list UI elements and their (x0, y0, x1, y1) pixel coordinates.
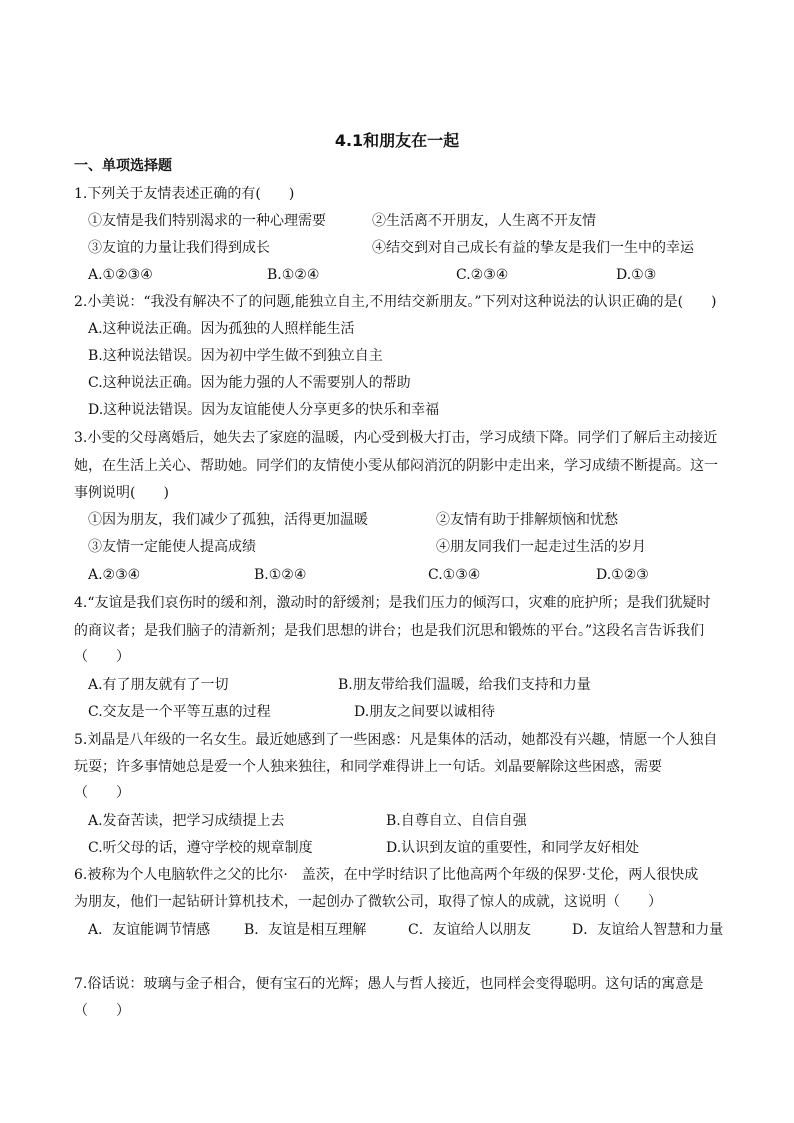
q1-option-d: D.①③ (616, 267, 657, 283)
q2-option-b: B.这种说法错误。因为初中学生做不到独立自主 (88, 348, 383, 364)
question-1-stem: 1.下列关于友情表述正确的有( ) (74, 186, 295, 202)
page-title: 4.1和朋友在一起 (334, 131, 460, 150)
question-4-line-1: 4.“友谊是我们哀伤时的缓和剂，激动时的舒缓剂；是我们压力的倾泻口，灾难的庇护所；是我们犹疑时 (74, 595, 711, 611)
q3-option-a: A.②③④ (88, 567, 141, 583)
section-heading: 一、单项选择题 (74, 158, 172, 174)
q1-statement-1: ①友情是我们特别渴求的一种心理需要 (88, 213, 326, 229)
q4-option-b: B.朋友带给我们温暖，给我们支持和力量 (338, 677, 591, 693)
q5-option-d: D.认识到友谊的重要性，和同学友好相处 (386, 840, 640, 856)
q3-option-d: D.①②③ (596, 567, 649, 583)
q1-statement-3: ③友谊的力量让我们得到成长 (88, 240, 270, 256)
q6-option-c: C．友谊给人以朋友 (408, 922, 531, 938)
q5-option-c: C.听父母的话，遵守学校的规章制度 (88, 840, 313, 856)
q1-option-c: C.②③④ (456, 267, 509, 283)
q6-option-d: D．友谊给人智慧和力量 (572, 922, 724, 938)
question-3-line-1: 3.小雯的父母离婚后，她失去了家庭的温暖，内心受到极大打击，学习成绩下降。同学们了解后主动接近 (74, 430, 718, 446)
q3-statement-4: ④朋友同我们一起走过生活的岁月 (436, 539, 646, 555)
question-6-line-1: 6.被称为个人电脑软件之父的比尔· 盖茨，在中学时结识了比他高两个年级的保罗·艾伦，两人很快成 (74, 867, 699, 883)
question-4-line-2: 的商议者；是我们脑子的清新剂；是我们思想的讲台；也是我们沉思和锻炼的平台。”这段名言告诉我们 (74, 623, 705, 639)
q1-statement-4: ④结交到对自己成长有益的挚友是我们一生中的幸运 (372, 240, 694, 256)
q5-option-b: B.自尊自立、自信自强 (386, 813, 527, 829)
q1-option-a: A.①②③④ (88, 267, 153, 283)
q3-option-c: C.①③④ (428, 567, 481, 583)
q2-option-c: C.这种说法正确。因为能力强的人不需要别人的帮助 (88, 375, 411, 391)
question-3-line-2: 她，在生活上关心、帮助她。同学们的友情使小雯从郁闷消沉的阴影中走出来，学习成绩不断提高。这一 (74, 458, 718, 474)
question-5-line-3: （ ） (74, 785, 130, 801)
q4-option-a: A.有了朋友就有了一切 (88, 677, 229, 693)
q1-statement-2: ②生活离不开朋友，人生离不开友情 (372, 213, 596, 229)
q4-option-c: C.交友是一个平等互惠的过程 (88, 704, 271, 720)
question-5-line-2: 玩耍；许多事情她总是爱一个人独来独往，和同学难得讲上一句话。刘晶要解除这些困惑，需要 (74, 759, 662, 775)
q5-option-a: A.发奋苦读，把学习成绩提上去 (88, 813, 285, 829)
q4-option-d: D.朋友之间要以诚相待 (354, 704, 496, 720)
question-5-line-1: 5.刘晶是八年级的一名女生。最近她感到了一些困惑：凡是集体的活动，她都没有兴趣，情愿一个人独自 (74, 732, 718, 748)
question-4-line-3: （ ） (74, 649, 130, 665)
q2-option-a: A.这种说法正确。因为孤独的人照样能生活 (88, 321, 355, 337)
question-6-line-2: 为朋友，他们一起钻研计算机技术，一起创办了微软公司，取得了惊人的成就，这说明（ ） (74, 894, 662, 910)
q6-option-a: A．友谊能调节情感 (88, 922, 211, 938)
q1-option-b: B.①②④ (267, 267, 320, 283)
q3-option-b: B.①②④ (254, 567, 307, 583)
question-3-line-3: 事例说明( ) (74, 485, 169, 501)
question-7-line-1: 7.俗话说：玻璃与金子相合，便有宝石的光辉；愚人与哲人接近，也同样会变得聪明。这句话的寓意是 (74, 976, 704, 992)
question-7-line-2: （ ） (74, 1003, 130, 1019)
q3-statement-3: ③友情一定能使人提高成绩 (88, 539, 256, 555)
q6-option-b: B．友谊是相互理解 (244, 922, 367, 938)
q3-statement-1: ①因为朋友，我们减少了孤独，活得更加温暖 (88, 512, 368, 528)
q2-option-d: D.这种说法错误。因为友谊能使人分享更多的快乐和幸福 (88, 402, 440, 418)
question-2-stem: 2.小美说：“我没有解决不了的问题,能独立自主,不用结交新朋友。”下列对这种说法的认识正确的是( ) (74, 294, 717, 310)
q3-statement-2: ②友情有助于排解烦恼和忧愁 (436, 512, 618, 528)
